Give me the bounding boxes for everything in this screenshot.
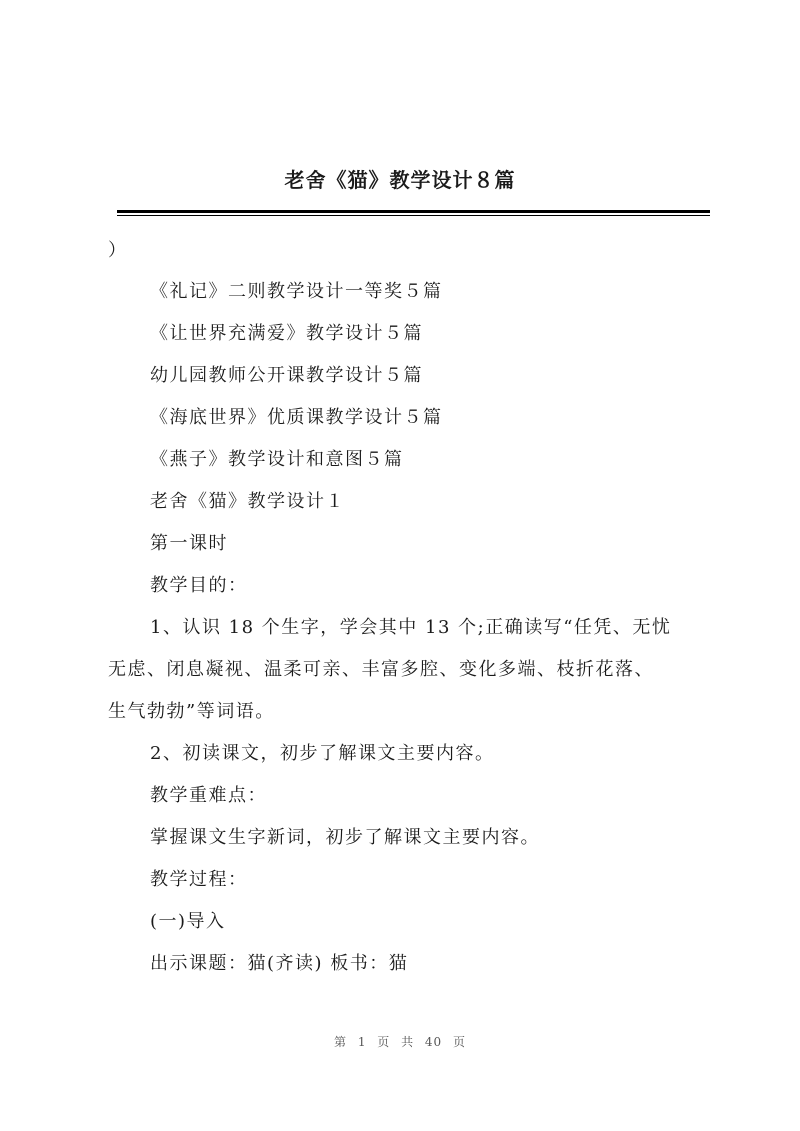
objective-2: 2、初读课文，初步了解课文主要内容。 bbox=[150, 743, 495, 764]
header-rule-thick bbox=[117, 210, 710, 213]
header-rule-thin bbox=[117, 215, 710, 216]
related-item-4: 《海底世界》优质课教学设计５篇 bbox=[150, 407, 443, 428]
objective-1-line-3: 生气勃勃”等词语。 bbox=[108, 701, 275, 722]
show-title-text: 出示课题：猫(齐读) 板书：猫 bbox=[150, 953, 409, 974]
document-title: 老舍《猫》教学设计８篇 bbox=[284, 168, 516, 192]
objective-1-line-1: 1、认识 18 个生字，学会其中 13 个;正确读写“任凭、无忧 bbox=[150, 617, 672, 638]
objective-1-line-2: 无虑、闭息凝视、温柔可亲、丰富多腔、变化多端、枝折花落、 bbox=[108, 659, 654, 680]
key-points-heading: 教学重难点： bbox=[150, 785, 267, 806]
section-heading: 老舍《猫》教学设计１ bbox=[150, 491, 345, 512]
related-item-1: 《礼记》二则教学设计一等奖５篇 bbox=[150, 281, 443, 302]
lesson-period: 第一课时 bbox=[150, 533, 228, 554]
closing-paren: ） bbox=[108, 240, 128, 261]
related-item-2: 《让世界充满爱》教学设计５篇 bbox=[150, 323, 423, 344]
objectives-heading: 教学目的： bbox=[150, 575, 248, 596]
related-item-3: 幼儿园教师公开课教学设计５篇 bbox=[150, 365, 423, 386]
related-item-5: 《燕子》教学设计和意图５篇 bbox=[150, 449, 404, 470]
page-footer: 第 1 页 共 40 页 bbox=[334, 1035, 466, 1049]
process-heading: 教学过程： bbox=[150, 869, 248, 890]
key-points-text: 掌握课文生字新词，初步了解课文主要内容。 bbox=[150, 827, 540, 848]
step-intro: (一)导入 bbox=[150, 911, 226, 932]
